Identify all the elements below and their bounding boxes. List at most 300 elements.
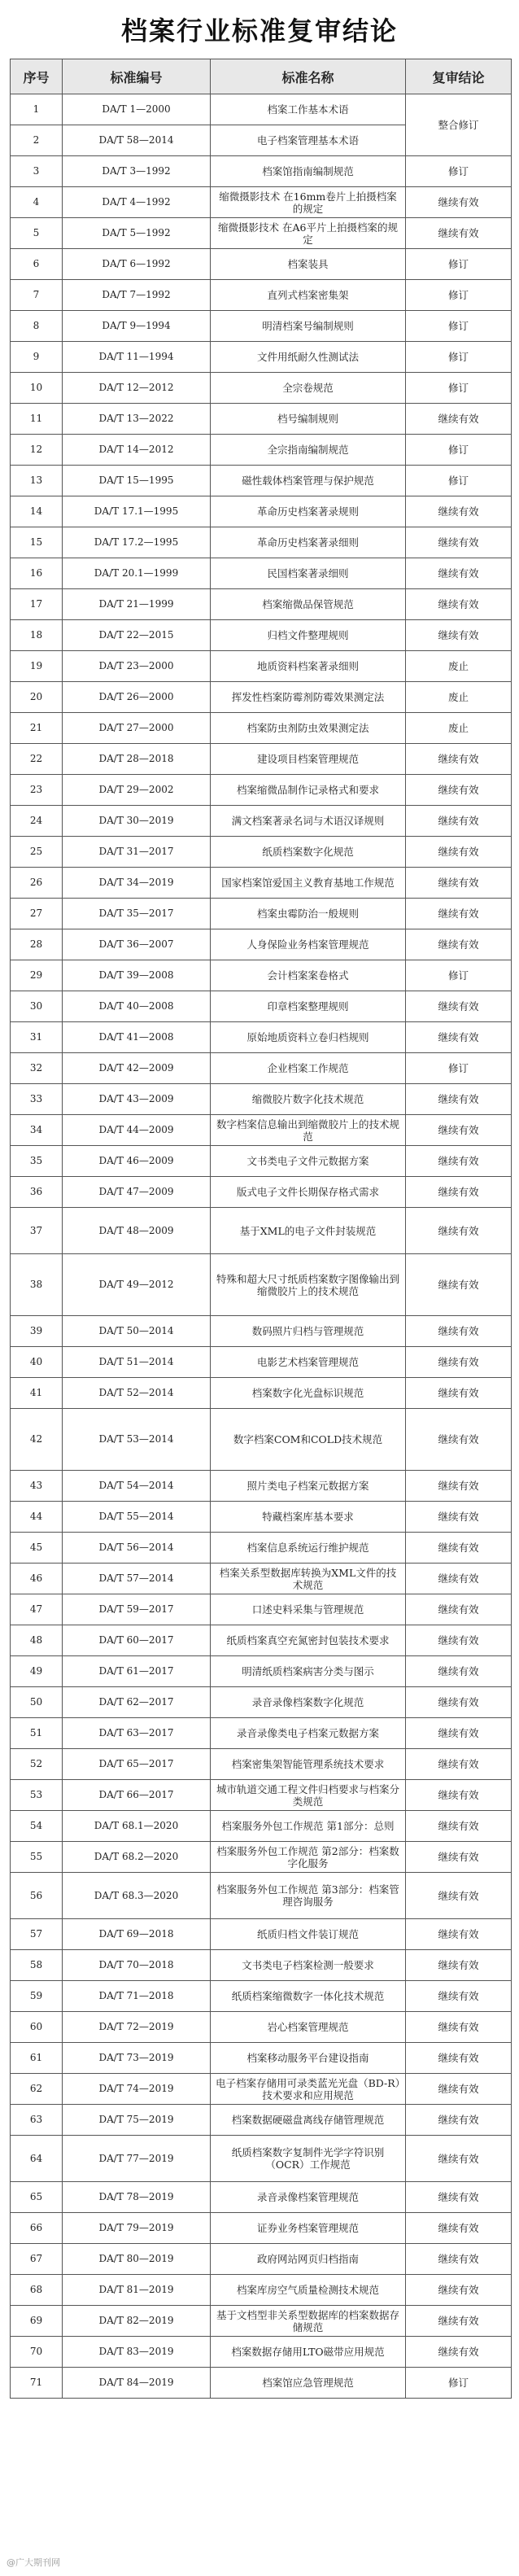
review-result-cell: 继续有效: [406, 1780, 512, 1811]
standard-code-cell: DA/T 84—2019: [63, 2368, 211, 2399]
review-result-cell: 继续有效: [406, 868, 512, 899]
standard-name-cell: 照片类电子档案元数据方案: [211, 1471, 406, 1502]
serial-number-cell: 31: [11, 1022, 63, 1053]
table-row: [11, 2136, 512, 2182]
standard-name-cell: 档案数字化光盘标识规范: [211, 1378, 406, 1409]
review-result-cell: 继续有效: [406, 1594, 512, 1625]
table-header-row: [11, 59, 512, 94]
serial-number-cell: 49: [11, 1656, 63, 1687]
serial-number-cell: 65: [11, 2182, 63, 2213]
standard-code-cell: DA/T 22—2015: [63, 620, 211, 651]
table-body: [11, 94, 512, 2399]
standard-code-cell: DA/T 65—2017: [63, 1749, 211, 1780]
table-row: [11, 373, 512, 404]
standard-name-cell: 印章档案整理规则: [211, 991, 406, 1022]
table-row: [11, 280, 512, 311]
review-result-cell: 修订: [406, 960, 512, 991]
table-row: [11, 682, 512, 713]
serial-number-cell: 69: [11, 2306, 63, 2337]
standard-name-cell: 档案关系型数据库转换为XML文件的技术规范: [211, 1564, 406, 1594]
standard-code-cell: DA/T 15—1995: [63, 466, 211, 496]
table-row: [11, 342, 512, 373]
standard-name-cell: 档案虫霉防治一般规则: [211, 899, 406, 929]
standard-name-cell: 城市轨道交通工程文件归档要求与档案分类规范: [211, 1780, 406, 1811]
serial-number-cell: 26: [11, 868, 63, 899]
serial-number-cell: 20: [11, 682, 63, 713]
standard-code-cell: DA/T 47—2009: [63, 1177, 211, 1208]
serial-number-cell: 47: [11, 1594, 63, 1625]
standard-name-cell: 磁性载体档案管理与保护规范: [211, 466, 406, 496]
standard-name-cell: 国家档案馆爱国主义教育基地工作规范: [211, 868, 406, 899]
standard-code-cell: DA/T 53—2014: [63, 1409, 211, 1471]
table-row: [11, 527, 512, 558]
review-result-cell: 继续有效: [406, 1471, 512, 1502]
table-row: [11, 2074, 512, 2105]
standard-name-cell: 档案信息系统运行维护规范: [211, 1533, 406, 1564]
standard-code-cell: DA/T 17.1—1995: [63, 496, 211, 527]
serial-number-cell: 67: [11, 2244, 63, 2275]
header-standard-name: 标准名称: [211, 59, 406, 94]
standard-code-cell: DA/T 55—2014: [63, 1502, 211, 1533]
serial-number-cell: 68: [11, 2275, 63, 2306]
standard-name-cell: 纸质档案真空充氮密封包装技术要求: [211, 1625, 406, 1656]
standard-code-cell: DA/T 34—2019: [63, 868, 211, 899]
standard-name-cell: 数字档案COM和COLD技术规范: [211, 1409, 406, 1471]
serial-number-cell: 7: [11, 280, 63, 311]
serial-number-cell: 51: [11, 1718, 63, 1749]
serial-number-cell: 44: [11, 1502, 63, 1533]
serial-number-cell: 2: [11, 125, 63, 156]
review-result-cell: 继续有效: [406, 1811, 512, 1842]
table-row: [11, 1919, 512, 1950]
review-result-cell: 继续有效: [406, 1022, 512, 1053]
serial-number-cell: 18: [11, 620, 63, 651]
standard-name-cell: 缩微摄影技术 在16mm卷片上拍摄档案的规定: [211, 187, 406, 218]
table-row: [11, 1780, 512, 1811]
standard-code-cell: DA/T 59—2017: [63, 1594, 211, 1625]
table-row: [11, 249, 512, 280]
standard-name-cell: 数码照片归档与管理规范: [211, 1316, 406, 1347]
table-row: [11, 1533, 512, 1564]
standard-code-cell: DA/T 39—2008: [63, 960, 211, 991]
standard-code-cell: DA/T 13—2022: [63, 404, 211, 435]
standard-code-cell: DA/T 82—2019: [63, 2306, 211, 2337]
standard-name-cell: 电影艺术档案管理规范: [211, 1347, 406, 1378]
page-title: 档案行业标准复审结论: [120, 15, 398, 46]
serial-number-cell: 55: [11, 1842, 63, 1873]
review-result-cell: 继续有效: [406, 589, 512, 620]
standard-name-cell: 全宗卷规范: [211, 373, 406, 404]
serial-number-cell: 63: [11, 2105, 63, 2136]
table-row: [11, 806, 512, 837]
standard-name-cell: 特藏档案库基本要求: [211, 1502, 406, 1533]
standard-code-cell: DA/T 23—2000: [63, 651, 211, 682]
table-row: [11, 589, 512, 620]
standard-code-cell: DA/T 63—2017: [63, 1718, 211, 1749]
review-result-cell: 继续有效: [406, 1208, 512, 1254]
review-result-cell: 继续有效: [406, 404, 512, 435]
serial-number-cell: 12: [11, 435, 63, 466]
review-result-cell: 继续有效: [406, 1981, 512, 2012]
table-row: [11, 1316, 512, 1347]
review-result-cell: 继续有效: [406, 929, 512, 960]
review-result-cell: 继续有效: [406, 1254, 512, 1316]
standard-name-cell: 档案移动服务平台建设指南: [211, 2043, 406, 2074]
standard-name-cell: 录音录像档案数字化规范: [211, 1687, 406, 1718]
serial-number-cell: 25: [11, 837, 63, 868]
review-result-cell: 继续有效: [406, 806, 512, 837]
table-row: [11, 466, 512, 496]
review-result-cell: 修订: [406, 311, 512, 342]
standard-code-cell: DA/T 6—1992: [63, 249, 211, 280]
table-row: [11, 1687, 512, 1718]
standard-name-cell: 革命历史档案著录规则: [211, 496, 406, 527]
standard-name-cell: 明清档案号编制规则: [211, 311, 406, 342]
standard-code-cell: DA/T 71—2018: [63, 1981, 211, 2012]
standard-name-cell: 档案馆应急管理规范: [211, 2368, 406, 2399]
standard-code-cell: DA/T 72—2019: [63, 2012, 211, 2043]
standard-code-cell: DA/T 11—1994: [63, 342, 211, 373]
standard-code-cell: DA/T 54—2014: [63, 1471, 211, 1502]
table-row: [11, 1625, 512, 1656]
review-result-cell: 继续有效: [406, 558, 512, 589]
serial-number-cell: 8: [11, 311, 63, 342]
table-row: [11, 2368, 512, 2399]
serial-number-cell: 37: [11, 1208, 63, 1254]
review-result-cell: 继续有效: [406, 1950, 512, 1981]
serial-number-cell: 13: [11, 466, 63, 496]
table-row: [11, 558, 512, 589]
table-row: [11, 2043, 512, 2074]
table-row: [11, 404, 512, 435]
serial-number-cell: 23: [11, 775, 63, 806]
review-result-cell: 继续有效: [406, 1146, 512, 1177]
review-result-cell: 继续有效: [406, 620, 512, 651]
review-result-cell: 继续有效: [406, 1656, 512, 1687]
serial-number-cell: 59: [11, 1981, 63, 2012]
review-result-cell: 修订: [406, 280, 512, 311]
table-row: [11, 713, 512, 744]
serial-number-cell: 62: [11, 2074, 63, 2105]
table-row: [11, 94, 512, 125]
serial-number-cell: 30: [11, 991, 63, 1022]
standard-code-cell: DA/T 35—2017: [63, 899, 211, 929]
review-result-cell: 修订: [406, 342, 512, 373]
review-result-cell: 继续有效: [406, 744, 512, 775]
standard-name-cell: 建设项目档案管理规范: [211, 744, 406, 775]
standard-code-cell: DA/T 17.2—1995: [63, 527, 211, 558]
standard-name-cell: 版式电子文件长期保存格式需求: [211, 1177, 406, 1208]
standard-name-cell: 直列式档案密集架: [211, 280, 406, 311]
standard-code-cell: DA/T 9—1994: [63, 311, 211, 342]
standard-name-cell: 会计档案案卷格式: [211, 960, 406, 991]
standard-name-cell: 档案服务外包工作规范 第3部分：档案管理咨询服务: [211, 1873, 406, 1919]
review-result-cell: 修订: [406, 1053, 512, 1084]
review-result-cell: 继续有效: [406, 2182, 512, 2213]
review-result-cell: 继续有效: [406, 2043, 512, 2074]
review-result-cell: 继续有效: [406, 2337, 512, 2368]
standard-code-cell: DA/T 50—2014: [63, 1316, 211, 1347]
table-row: [11, 1873, 512, 1919]
serial-number-cell: 61: [11, 2043, 63, 2074]
standard-code-cell: DA/T 41—2008: [63, 1022, 211, 1053]
serial-number-cell: 14: [11, 496, 63, 527]
serial-number-cell: 71: [11, 2368, 63, 2399]
header-standard-code: 标准编号: [63, 59, 211, 94]
review-result-cell: 修订: [406, 2368, 512, 2399]
standard-name-cell: 数字档案信息输出到缩微胶片上的技术规范: [211, 1115, 406, 1146]
serial-number-cell: 6: [11, 249, 63, 280]
review-result-cell: 继续有效: [406, 1533, 512, 1564]
standard-code-cell: DA/T 78—2019: [63, 2182, 211, 2213]
table-row: [11, 1950, 512, 1981]
review-result-cell: 继续有效: [406, 1378, 512, 1409]
table-row: [11, 1208, 512, 1254]
header-review-result: 复审结论: [406, 59, 512, 94]
serial-number-cell: 57: [11, 1919, 63, 1950]
standard-code-cell: DA/T 3—1992: [63, 156, 211, 187]
standard-code-cell: DA/T 31—2017: [63, 837, 211, 868]
serial-number-cell: 42: [11, 1409, 63, 1471]
serial-number-cell: 21: [11, 713, 63, 744]
table-row: [11, 1656, 512, 1687]
review-result-cell: 继续有效: [406, 1687, 512, 1718]
review-result-cell: 继续有效: [406, 2244, 512, 2275]
standard-name-cell: 满文档案著录名词与术语汉译规则: [211, 806, 406, 837]
review-result-cell: 继续有效: [406, 2136, 512, 2182]
standard-code-cell: DA/T 69—2018: [63, 1919, 211, 1950]
serial-number-cell: 38: [11, 1254, 63, 1316]
standard-name-cell: 档号编制规则: [211, 404, 406, 435]
standard-name-cell: 全宗指南编制规范: [211, 435, 406, 466]
serial-number-cell: 50: [11, 1687, 63, 1718]
standard-name-cell: 电子档案管理基本术语: [211, 125, 406, 156]
review-result-cell: 继续有效: [406, 2074, 512, 2105]
serial-number-cell: 52: [11, 1749, 63, 1780]
standard-code-cell: DA/T 28—2018: [63, 744, 211, 775]
standard-code-cell: DA/T 68.1—2020: [63, 1811, 211, 1842]
standard-name-cell: 档案数据存储用LTO磁带应用规范: [211, 2337, 406, 2368]
standard-name-cell: 档案密集架智能管理系统技术要求: [211, 1749, 406, 1780]
standard-name-cell: 特殊和超大尺寸纸质档案数字图像输出到缩微胶片上的技术规范: [211, 1254, 406, 1316]
serial-number-cell: 22: [11, 744, 63, 775]
serial-number-cell: 28: [11, 929, 63, 960]
table-row: [11, 435, 512, 466]
standard-name-cell: 基于文档型非关系型数据库的档案数据存储规范: [211, 2306, 406, 2337]
serial-number-cell: 10: [11, 373, 63, 404]
standard-name-cell: 挥发性档案防霉剂防霉效果测定法: [211, 682, 406, 713]
standard-code-cell: DA/T 4—1992: [63, 187, 211, 218]
standard-code-cell: DA/T 14—2012: [63, 435, 211, 466]
standard-name-cell: 原始地质资料立卷归档规则: [211, 1022, 406, 1053]
review-result-cell: 继续有效: [406, 2306, 512, 2337]
serial-number-cell: 54: [11, 1811, 63, 1842]
standard-name-cell: 档案服务外包工作规范 第2部分：档案数字化服务: [211, 1842, 406, 1873]
standard-name-cell: 缩微胶片数字化技术规范: [211, 1084, 406, 1115]
table-row: [11, 837, 512, 868]
serial-number-cell: 64: [11, 2136, 63, 2182]
standard-code-cell: DA/T 80—2019: [63, 2244, 211, 2275]
review-result-cell: 继续有效: [406, 837, 512, 868]
standard-name-cell: 档案缩微品制作记录格式和要求: [211, 775, 406, 806]
standard-code-cell: DA/T 42—2009: [63, 1053, 211, 1084]
review-result-cell: 继续有效: [406, 496, 512, 527]
review-result-cell: 继续有效: [406, 2012, 512, 2043]
review-result-cell: 继续有效: [406, 1625, 512, 1656]
standard-code-cell: DA/T 36—2007: [63, 929, 211, 960]
table-row: [11, 2182, 512, 2213]
table-row: [11, 1254, 512, 1316]
table-row: [11, 311, 512, 342]
table-row: [11, 2213, 512, 2244]
serial-number-cell: 33: [11, 1084, 63, 1115]
serial-number-cell: 41: [11, 1378, 63, 1409]
review-result-cell: 修订: [406, 435, 512, 466]
standard-name-cell: 档案防虫剂防虫效果测定法: [211, 713, 406, 744]
standard-code-cell: DA/T 62—2017: [63, 1687, 211, 1718]
standard-code-cell: DA/T 52—2014: [63, 1378, 211, 1409]
review-result-cell: 继续有效: [406, 1718, 512, 1749]
standard-name-cell: 纸质档案缩微数字一体化技术规范: [211, 1981, 406, 2012]
review-result-cell: 修订: [406, 373, 512, 404]
table-row: [11, 1084, 512, 1115]
standard-name-cell: 纸质档案数字化规范: [211, 837, 406, 868]
standard-code-cell: DA/T 79—2019: [63, 2213, 211, 2244]
serial-number-cell: 5: [11, 218, 63, 249]
serial-number-cell: 27: [11, 899, 63, 929]
standard-code-cell: DA/T 20.1—1999: [63, 558, 211, 589]
review-result-cell: 继续有效: [406, 899, 512, 929]
standard-code-cell: DA/T 75—2019: [63, 2105, 211, 2136]
standard-code-cell: DA/T 56—2014: [63, 1533, 211, 1564]
standard-code-cell: DA/T 40—2008: [63, 991, 211, 1022]
table-row: [11, 744, 512, 775]
standard-code-cell: DA/T 43—2009: [63, 1084, 211, 1115]
standard-code-cell: DA/T 48—2009: [63, 1208, 211, 1254]
serial-number-cell: 58: [11, 1950, 63, 1981]
serial-number-cell: 39: [11, 1316, 63, 1347]
standard-name-cell: 档案装具: [211, 249, 406, 280]
review-result-cell: 继续有效: [406, 991, 512, 1022]
table-row: [11, 620, 512, 651]
table-row: [11, 2105, 512, 2136]
standard-code-cell: DA/T 68.2—2020: [63, 1842, 211, 1873]
standard-name-cell: 革命历史档案著录细则: [211, 527, 406, 558]
standard-code-cell: DA/T 44—2009: [63, 1115, 211, 1146]
serial-number-cell: 66: [11, 2213, 63, 2244]
table-row: [11, 1981, 512, 2012]
serial-number-cell: 32: [11, 1053, 63, 1084]
standard-code-cell: DA/T 26—2000: [63, 682, 211, 713]
table-row: [11, 991, 512, 1022]
standard-name-cell: 档案库房空气质量检测技术规范: [211, 2275, 406, 2306]
standard-name-cell: 纸质归档文件装订规范: [211, 1919, 406, 1950]
standard-name-cell: 录音录像类电子档案元数据方案: [211, 1718, 406, 1749]
table-row: [11, 1146, 512, 1177]
standards-table-container: [10, 59, 511, 2399]
review-result-cell: 继续有效: [406, 1564, 512, 1594]
serial-number-cell: 4: [11, 187, 63, 218]
table-row: [11, 1053, 512, 1084]
serial-number-cell: 29: [11, 960, 63, 991]
serial-number-cell: 46: [11, 1564, 63, 1594]
review-result-cell: 修订: [406, 156, 512, 187]
standard-code-cell: DA/T 70—2018: [63, 1950, 211, 1981]
standard-code-cell: DA/T 12—2012: [63, 373, 211, 404]
table-row: [11, 2244, 512, 2275]
review-result-cell: 继续有效: [406, 218, 512, 249]
table-row: [11, 1594, 512, 1625]
serial-number-cell: 1: [11, 94, 63, 125]
standard-name-cell: 地质资料档案著录细则: [211, 651, 406, 682]
review-result-cell: 继续有效: [406, 2105, 512, 2136]
serial-number-cell: 53: [11, 1780, 63, 1811]
watermark: @广大期刊网: [7, 2557, 60, 2568]
standard-code-cell: DA/T 5—1992: [63, 218, 211, 249]
standard-code-cell: DA/T 30—2019: [63, 806, 211, 837]
standard-code-cell: DA/T 49—2012: [63, 1254, 211, 1316]
table-row: [11, 1471, 512, 1502]
table-row: [11, 651, 512, 682]
standards-table: [10, 59, 512, 2399]
review-result-cell: 继续有效: [406, 1749, 512, 1780]
serial-number-cell: 3: [11, 156, 63, 187]
standard-code-cell: DA/T 81—2019: [63, 2275, 211, 2306]
review-result-cell: 继续有效: [406, 1177, 512, 1208]
review-result-cell: 废止: [406, 651, 512, 682]
table-row: [11, 218, 512, 249]
standard-code-cell: DA/T 29—2002: [63, 775, 211, 806]
review-result-cell: 继续有效: [406, 1347, 512, 1378]
header-serial-number: 序号: [11, 59, 63, 94]
standard-code-cell: DA/T 77—2019: [63, 2136, 211, 2182]
standard-code-cell: DA/T 73—2019: [63, 2043, 211, 2074]
review-result-cell: 继续有效: [406, 1084, 512, 1115]
serial-number-cell: 35: [11, 1146, 63, 1177]
standard-name-cell: 口述史料采集与管理规范: [211, 1594, 406, 1625]
serial-number-cell: 70: [11, 2337, 63, 2368]
standard-code-cell: DA/T 51—2014: [63, 1347, 211, 1378]
table-row: [11, 1811, 512, 1842]
table-row: [11, 496, 512, 527]
review-result-cell: 继续有效: [406, 1919, 512, 1950]
review-result-cell: 废止: [406, 713, 512, 744]
table-row: [11, 1347, 512, 1378]
standard-name-cell: 文件用纸耐久性测试法: [211, 342, 406, 373]
review-result-cell: 继续有效: [406, 775, 512, 806]
standard-name-cell: 电子档案存储用可录类蓝光光盘（BD-R）技术要求和应用规范: [211, 2074, 406, 2105]
serial-number-cell: 15: [11, 527, 63, 558]
table-row: [11, 1177, 512, 1208]
standard-code-cell: DA/T 7—1992: [63, 280, 211, 311]
review-result-cell: 继续有效: [406, 1409, 512, 1471]
serial-number-cell: 11: [11, 404, 63, 435]
standard-name-cell: 政府网站网页归档指南: [211, 2244, 406, 2275]
serial-number-cell: 40: [11, 1347, 63, 1378]
standard-name-cell: 归档文件整理规则: [211, 620, 406, 651]
serial-number-cell: 60: [11, 2012, 63, 2043]
serial-number-cell: 16: [11, 558, 63, 589]
table-row: [11, 156, 512, 187]
standard-name-cell: 档案缩微品保管规范: [211, 589, 406, 620]
standard-name-cell: 纸质档案数字复制件光学字符识别（OCR）工作规范: [211, 2136, 406, 2182]
review-result-cell: 继续有效: [406, 2275, 512, 2306]
standard-code-cell: DA/T 27—2000: [63, 713, 211, 744]
standard-code-cell: DA/T 46—2009: [63, 1146, 211, 1177]
table-row: [11, 2306, 512, 2337]
standard-name-cell: 基于XML的电子文件封装规范: [211, 1208, 406, 1254]
review-result-cell: 继续有效: [406, 1873, 512, 1919]
